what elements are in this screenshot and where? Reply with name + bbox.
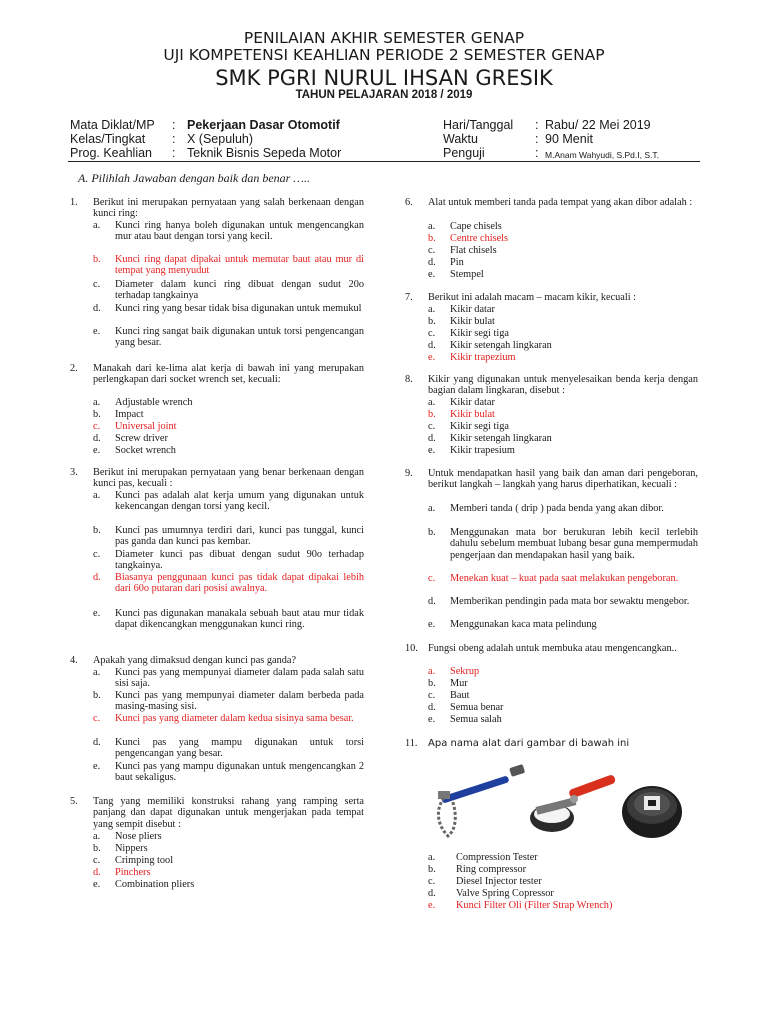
option-letter: d. [428, 340, 436, 351]
question-text: Apakah yang dimaksud dengan kunci pas ganda? [93, 655, 297, 666]
option-letter: c. [428, 573, 436, 584]
option-letter: a. [93, 490, 101, 501]
option-letter: b. [93, 690, 101, 701]
info-colon: : [172, 118, 176, 132]
option-text: Kunci ring hanya boleh digunakan untuk mengencangkan mur atau baut dengan torsi yang kecil. [115, 220, 364, 243]
option-letter: b. [428, 316, 436, 327]
option-text: Combination pliers [115, 879, 195, 890]
option-text: Impact [115, 409, 144, 420]
option-letter: e. [428, 619, 436, 630]
question-text: Alat untuk memberi tanda pada tempat yang akan dibor adalah : [428, 197, 693, 208]
option-text: Kunci ring yang besar tidak bisa digunakan untuk memukul [115, 303, 362, 314]
option-letter: c. [428, 421, 436, 432]
option-letter: e. [428, 352, 436, 363]
question-number: 6. [405, 197, 413, 208]
option-letter: c. [93, 713, 101, 724]
question-text: Untuk mendapatkan hasil yang baik dan aman dari pengeboran, berikut langkah – langkah yang harus diperhatikan, kecuali : [428, 468, 698, 491]
option-letter: d. [93, 303, 101, 314]
option-letter: e. [93, 761, 101, 772]
option-text: Kunci pas yang mampu digunakan untuk torsi pengencangan yang besar. [115, 737, 364, 760]
option-text: Kunci pas yang mempunyai diameter dalam berbeda pada masing-masing sisi. [115, 690, 364, 713]
option-letter: a. [428, 221, 436, 232]
option-text: Stempel [450, 269, 484, 280]
option-text: Kunci pas yang mampu digunakan untuk mengencangkan 2 baut sekaligus. [115, 761, 364, 784]
option-text: Pin [450, 257, 464, 268]
option-letter: d. [93, 867, 101, 878]
option-text: Nose pliers [115, 831, 162, 842]
option-letter: d. [93, 737, 101, 748]
option-text: Compression Tester [456, 852, 538, 863]
option-letter: b. [93, 254, 101, 265]
option-text: Diameter dalam kunci ring dibuat dengan sudut 20o terhadap tangkainya [115, 279, 364, 302]
option-text: Pinchers [115, 867, 151, 878]
info-label: Waktu [443, 132, 478, 146]
option-text: Kikir datar [450, 397, 495, 408]
option-letter: b. [428, 409, 436, 420]
option-text: Valve Spring Copressor [456, 888, 554, 899]
info-colon: : [172, 132, 176, 146]
option-letter: e. [428, 445, 436, 456]
question-number: 3. [70, 467, 78, 478]
option-text: Diameter kunci pas dibuat dengan sudut 90o terhadap tangkainya. [115, 549, 364, 572]
option-letter: e. [93, 879, 101, 890]
option-letter: e. [428, 269, 436, 280]
info-value: 90 Menit [545, 132, 593, 146]
option-letter: a. [428, 304, 436, 315]
question-text: Berikut ini adalah macam – macam kikir, kecuali : [428, 292, 637, 303]
option-letter: d. [93, 433, 101, 444]
option-text: Kikir trapezium [450, 352, 516, 363]
section-title: A. Pilihlah Jawaban dengan baik dan benar ….. [78, 171, 310, 185]
option-letter: e. [428, 714, 436, 725]
info-value: X (Sepuluh) [187, 132, 254, 146]
question-number: 9. [405, 468, 413, 479]
info-colon: : [535, 132, 539, 146]
info-label: Penguji [443, 146, 485, 160]
question-text: Tang yang memiliki konstruksi rahang yang ramping serta panjang dan dapat digunakan untuk mengerjakan pada tempat yang sempit disebut : [93, 796, 364, 830]
question-text: Berikut ini merupakan pernyataan yang benar berkenaan dengan kunci pas, kecuali : [93, 467, 364, 490]
option-text: Socket wrench [115, 445, 176, 456]
option-letter: e. [93, 326, 101, 337]
option-letter: d. [428, 888, 436, 899]
exam-title-line2: UJI KOMPETENSI KEAHLIAN PERIODE 2 SEMESTER GENAP [163, 46, 605, 64]
option-text: Memberikan pendingin pada mata bor sewaktu mengebor. [450, 596, 690, 607]
option-text: Kikir bulat [450, 409, 495, 420]
option-text: Nippers [115, 843, 148, 854]
option-letter: c. [93, 421, 101, 432]
question-text: Apa nama alat dari gambar di bawah ini [428, 738, 630, 749]
option-text: Kikir segi tiga [450, 328, 509, 339]
question-number: 7. [405, 292, 413, 303]
option-letter: c. [428, 328, 436, 339]
question-text: Fungsi obeng adalah untuk membuka atau mengencangkan.. [428, 643, 677, 654]
option-letter: a. [93, 397, 101, 408]
option-letter: b. [428, 233, 436, 244]
option-letter: a. [93, 667, 101, 678]
question-number: 1. [70, 197, 78, 208]
option-letter: d. [428, 257, 436, 268]
option-text: Memberi tanda ( drip ) pada benda yang akan dibor. [450, 503, 664, 514]
option-letter: c. [428, 690, 436, 701]
info-label: Prog. Keahlian [70, 146, 153, 160]
info-value: M.Anam Wahyudi, S.Pd.I, S.T. [545, 150, 660, 160]
info-value: Pekerjaan Dasar Otomotif [187, 118, 340, 132]
option-text: Adjustable wrench [115, 397, 193, 408]
info-left [70, 117, 400, 165]
option-letter: c. [93, 279, 101, 290]
info-value: Rabu/ 22 Mei 2019 [545, 118, 651, 132]
info-label: Hari/Tanggal [443, 118, 514, 132]
option-letter: a. [428, 852, 436, 863]
option-text: Kunci pas umumnya terdiri dari, kunci pas tunggal, kunci pas ganda dan kunci pas kembar. [115, 525, 364, 548]
header-divider [68, 161, 700, 162]
option-letter: b. [93, 409, 101, 420]
option-text: Menggunakan kaca mata pelindung [450, 619, 597, 630]
chain-wrench-icon [438, 764, 525, 836]
info-colon: : [535, 118, 539, 132]
option-letter: b. [428, 864, 436, 875]
option-text: Screw driver [115, 433, 168, 444]
option-text: Baut [450, 690, 470, 701]
question-number: 8. [405, 374, 413, 385]
info-row-program [70, 145, 400, 161]
option-text: Menggunakan mata bor berukuran lebih kecil terlebih dahulu sebelum membuat lubang besar guna mempermudah pengerjaan dan mendapakan hasil yang baik. [450, 527, 698, 561]
option-letter: c. [428, 876, 436, 887]
exam-title-line1: PENILAIAN AKHIR SEMESTER GENAP [243, 29, 525, 47]
option-letter: b. [428, 527, 436, 538]
info-right [443, 117, 703, 165]
strap-wrench-icon [530, 774, 616, 832]
option-letter: a. [428, 503, 436, 514]
option-letter: d. [428, 433, 436, 444]
option-text: Kikir trapesium [450, 445, 515, 456]
option-text: Semua benar [450, 702, 504, 713]
option-letter: d. [428, 596, 436, 607]
info-colon: : [535, 146, 539, 160]
option-letter: d. [93, 572, 101, 583]
option-text: Kunci pas digunakan manakala sebuah baut atau mur tidak dapat dikencangkan menggunakan kunci ring. [115, 608, 364, 631]
option-letter: a. [428, 666, 436, 677]
option-letter: a. [428, 397, 436, 408]
option-letter: c. [428, 245, 436, 256]
option-letter: c. [93, 549, 101, 560]
option-text: Semua salah [450, 714, 502, 725]
info-value: Teknik Bisnis Sepeda Motor [187, 146, 342, 160]
option-text: Ring compressor [456, 864, 527, 875]
option-text: Biasanya penggunaan kunci pas tidak dapat dipakai lebih dari 60o putaran dari posisi awalnya. [115, 572, 364, 595]
info-row-examiner [443, 145, 703, 161]
info-label: Kelas/Tingkat [70, 132, 146, 146]
option-text: Kunci pas yang mempunyai diameter dalam pada salah satu sisi saja. [115, 667, 364, 690]
option-text: Kunci Filter Oli (Filter Strap Wrench) [456, 900, 613, 911]
option-text: Kunci pas adalah alat kerja umum yang digunakan untuk kekencangan dengan torsi yang kecil. [115, 490, 364, 513]
option-letter: e. [428, 900, 436, 911]
question-number: 11. [405, 738, 418, 749]
option-letter: b. [93, 525, 101, 536]
filter-wrench-illustrations [426, 762, 688, 842]
question-number: 2. [70, 363, 78, 374]
question-number: 10. [405, 643, 418, 654]
info-colon: : [172, 146, 176, 160]
info-label: Mata Diklat/MP [70, 118, 155, 132]
option-text: Centre chisels [450, 233, 509, 244]
option-text: Kikir segi tiga [450, 421, 509, 432]
option-text: Mur [450, 678, 468, 689]
question-number: 4. [70, 655, 78, 666]
option-text: Kikir datar [450, 304, 495, 315]
option-letter: b. [93, 843, 101, 854]
option-text: Kikir bulat [450, 316, 495, 327]
option-letter: c. [93, 855, 101, 866]
question-text: Kikir yang digunakan untuk menyelesaikan benda kerja dengan bagian dalam lingkaran, disebut : [428, 374, 698, 397]
option-letter: a. [93, 220, 101, 231]
option-letter: a. [93, 831, 101, 842]
option-letter: b. [428, 678, 436, 689]
option-text: Kunci pas yang diameter dalam kedua sisinya sama besar. [115, 713, 354, 724]
option-text: Cape chisels [450, 221, 502, 232]
option-text: Menekan kuat – kuat pada saat melakukan pengeboran. [450, 573, 679, 584]
option-text: Kunci ring dapat dipakai untuk memutar baut atau mur di tempat yang menyudut [115, 254, 364, 277]
option-letter: d. [428, 702, 436, 713]
option-letter: e. [93, 608, 101, 619]
academic-year: TAHUN PELAJARAN 2018 / 2019 [295, 89, 473, 101]
option-text: Kikir setengah lingkaran [450, 433, 552, 444]
option-text: Flat chisels [450, 245, 497, 256]
option-text: Kunci ring sangat baik digunakan untuk torsi pengencangan yang besar. [115, 326, 364, 349]
questions-left-column [70, 197, 364, 897]
question-number: 5. [70, 796, 78, 807]
option-text: Crimping tool [115, 855, 174, 866]
option-text: Diesel Injector tester [456, 876, 542, 887]
option-text: Sekrup [450, 666, 480, 677]
option-text: Universal joint [115, 421, 177, 432]
option-text: Kikir setengah lingkaran [450, 340, 552, 351]
question-text: Manakah dari ke-lima alat kerja di bawah ini yang merupakan perlengkapan dari socket wrench set, kecuali: [93, 363, 364, 386]
cap-wrench-icon [622, 786, 682, 838]
question-text: Berikut ini merupakan pernyataan yang salah berkenaan dengan kunci ring: [93, 197, 364, 220]
option-letter: e. [93, 445, 101, 456]
school-name: SMK PGRI NURUL IHSAN GRESIK [215, 66, 553, 90]
